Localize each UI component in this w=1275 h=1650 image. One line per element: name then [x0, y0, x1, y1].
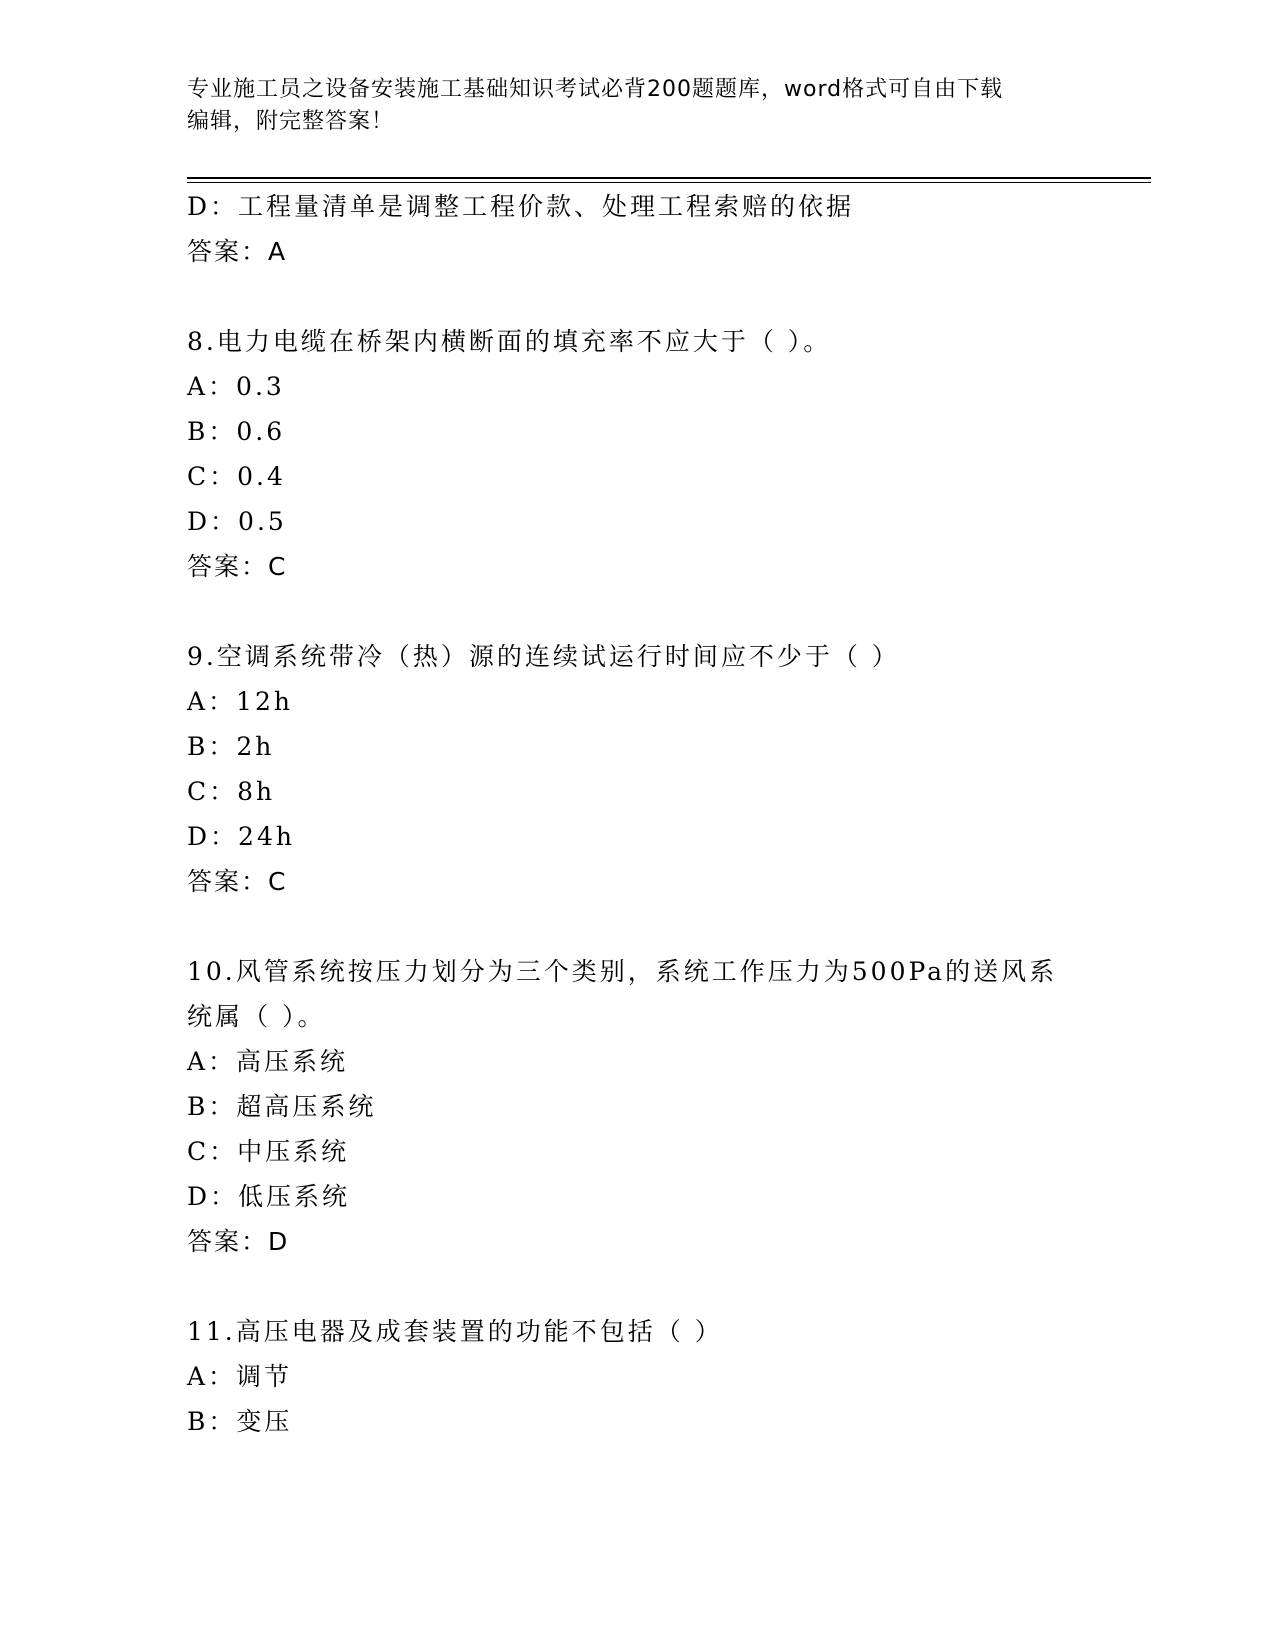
q9-option-a: A：12h: [187, 687, 293, 716]
header-divider-thick: [187, 177, 1151, 179]
q10-question-line-1: 10.风管系统按压力划分为三个类别，系统工作压力为500Pa的送风系: [187, 957, 1058, 986]
q9-question: 9.空调系统带冷（热）源的连续试运行时间应不少于（ ）: [187, 642, 900, 671]
q9-answer: 答案：C: [187, 867, 288, 896]
q11-option-b: B：变压: [187, 1407, 293, 1436]
q8-option-b: B：0.6: [187, 417, 286, 446]
header-line-1: 专业施工员之设备安装施工基础知识考试必背200题题库，word格式可自由下载: [187, 77, 1004, 102]
q9-option-d: D：24h: [187, 822, 295, 851]
header-divider-thin: [187, 182, 1151, 183]
q9-option-b: B：2h: [187, 732, 275, 761]
q11-question: 11.高压电器及成套装置的功能不包括（ ）: [187, 1317, 723, 1346]
q9-option-c: C：8h: [187, 777, 276, 806]
q7-answer: 答案：A: [187, 237, 288, 266]
header-line-2: 编辑，附完整答案！: [187, 109, 395, 134]
document-header: [187, 74, 1067, 138]
q8-answer: 答案：C: [187, 552, 288, 581]
q10-option-a: A：高压系统: [187, 1047, 349, 1076]
q7-option-d: D：工程量清单是调整工程价款、处理工程索赔的依据: [187, 192, 855, 221]
q11-option-a: A：调节: [187, 1362, 293, 1391]
q10-option-c: C：中压系统: [187, 1137, 350, 1166]
q8-question: 8.电力电缆在桥架内横断面的填充率不应大于（ ）。: [187, 327, 832, 356]
q10-option-b: B：超高压系统: [187, 1092, 377, 1121]
q8-option-a: A：0.3: [187, 372, 285, 401]
q8-option-c: C：0.4: [187, 462, 286, 491]
q8-option-d: D：0.5: [187, 507, 287, 536]
q10-answer: 答案：D: [187, 1227, 290, 1256]
q10-option-d: D：低压系统: [187, 1182, 351, 1211]
q10-question-line-2: 统属（ ）。: [187, 1002, 326, 1031]
